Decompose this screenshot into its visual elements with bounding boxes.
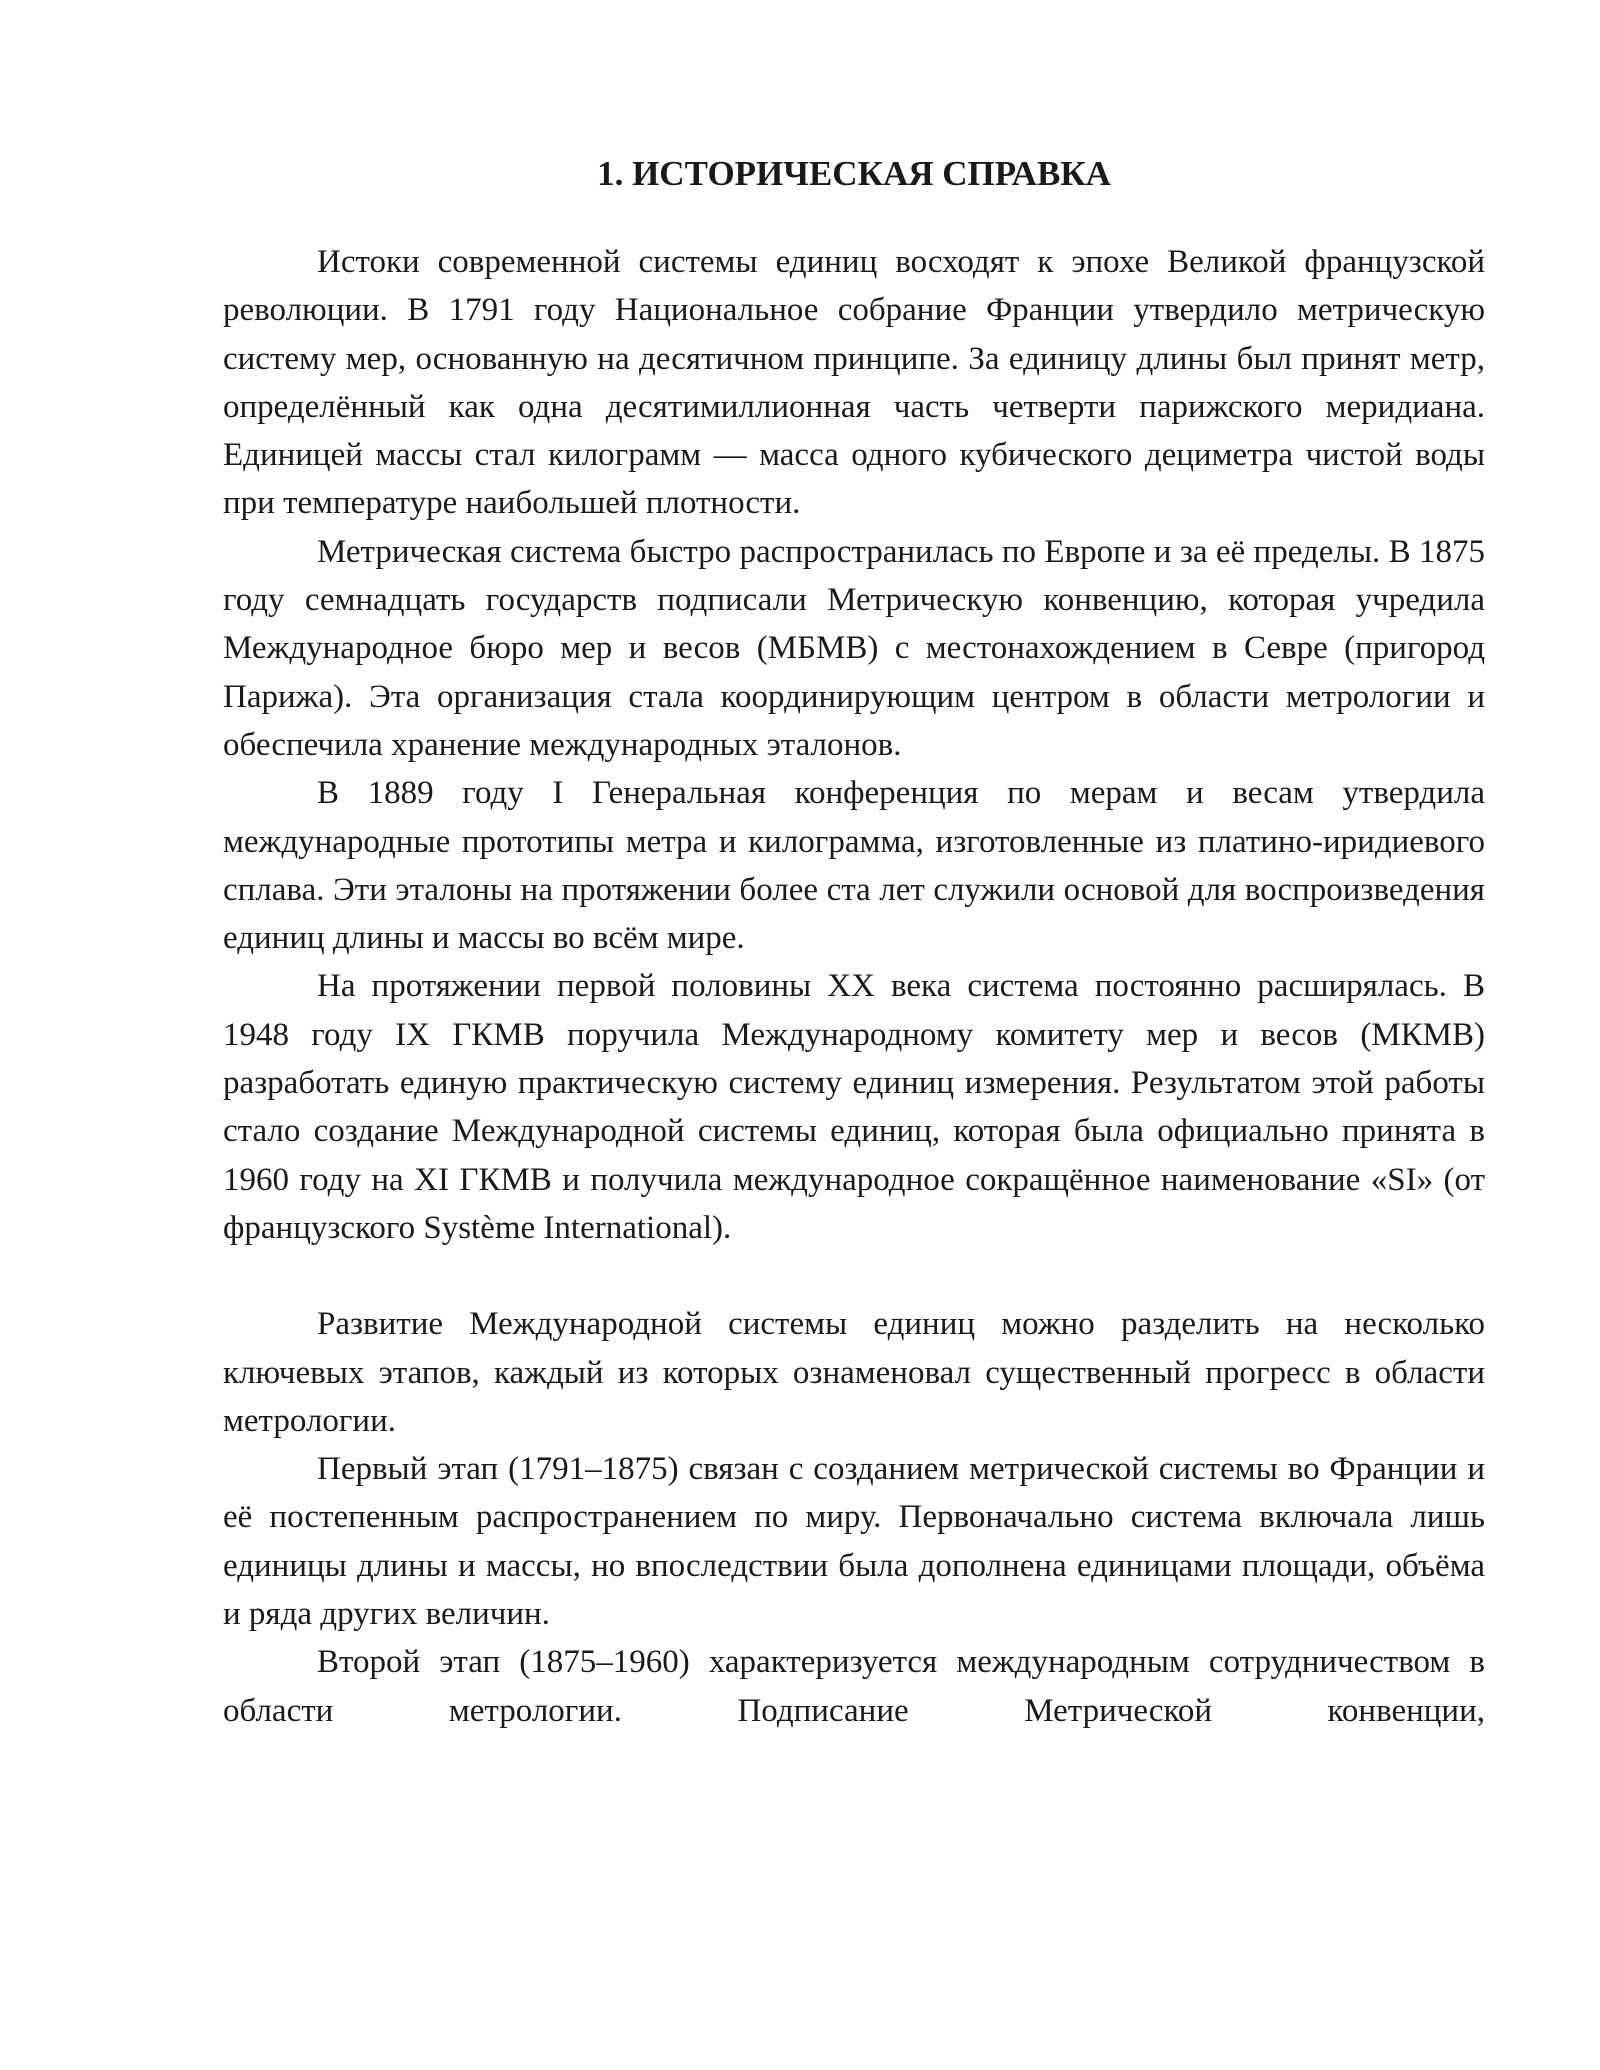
paragraph-prototypes: В 1889 году I Генеральная конференция по мерам и весам утвердила международные прототипы метра и килограмма, изготовленные из платино-иридиевого сплава. Эти эталоны на протяжении более ста лет служили основой для воспроизведения единиц длины и массы во всём мире. [223,775,1485,957]
paragraph-origins: Истоки современной системы единиц восходят к эпохе Великой французской революции. В 1791 году Национальное собрание Франции утвердило метрическую систему мер, основанную на десятичном принципе. За единицу длины был принят метр, определённый как одна десятимиллионная часть четверти парижского меридиана. Единицей массы стал килограмм — масса одного кубического дециметра чистой воды при температуре наибольшей плотности. [223,244,1485,522]
paragraph-si-adoption: На протяжении первой половины XX века система постоянно расширялась. В 1948 году IX ГКМВ поручила Международному комитету мер и весов (МКМВ) разработать единую практическую систему единиц измерения. Результатом этой работы стало создание Международной системы единиц, которая была официально принята в 1960 году на XI ГКМВ и получила международное сокращённое наименование «SI» (от французского Système International). [223,968,1485,1246]
paragraph-stages-intro: Развитие Международной системы единиц можно разделить на несколько ключевых этапов, каждый из которых ознаменовал существенный прогресс в области метрологии. [223,1306,1485,1439]
document-body [223,138,1485,1735]
paragraph-metric-convention: Метрическая система быстро распространилась по Европе и за её пределы. В 1875 году семнадцать государств подписали Метрическую конвенцию, которая учредила Международное бюро мер и весов (МБМВ) с местонахождением в Севре (пригород Парижа). Эта организация стала координирующим центром в области метрологии и обеспечила хранение международных эталонов. [223,533,1485,763]
paragraph-first-stage: Первый этап (1791–1875) связан с созданием метрической системы во Франции и её постепенным распространением по миру. Первоначально система включала лишь единицы длины и массы, но впоследствии была дополнена единицами площади, объёма и ряда других величин. [223,1451,1485,1633]
paragraph-second-stage: Второй этап (1875–1960) характеризуется международным сотрудничеством в области метрологии. Подписание Метрической конвенции, [223,1644,1485,1729]
section-title: 1. ИСТОРИЧЕСКАЯ СПРАВКА [597,154,1111,193]
